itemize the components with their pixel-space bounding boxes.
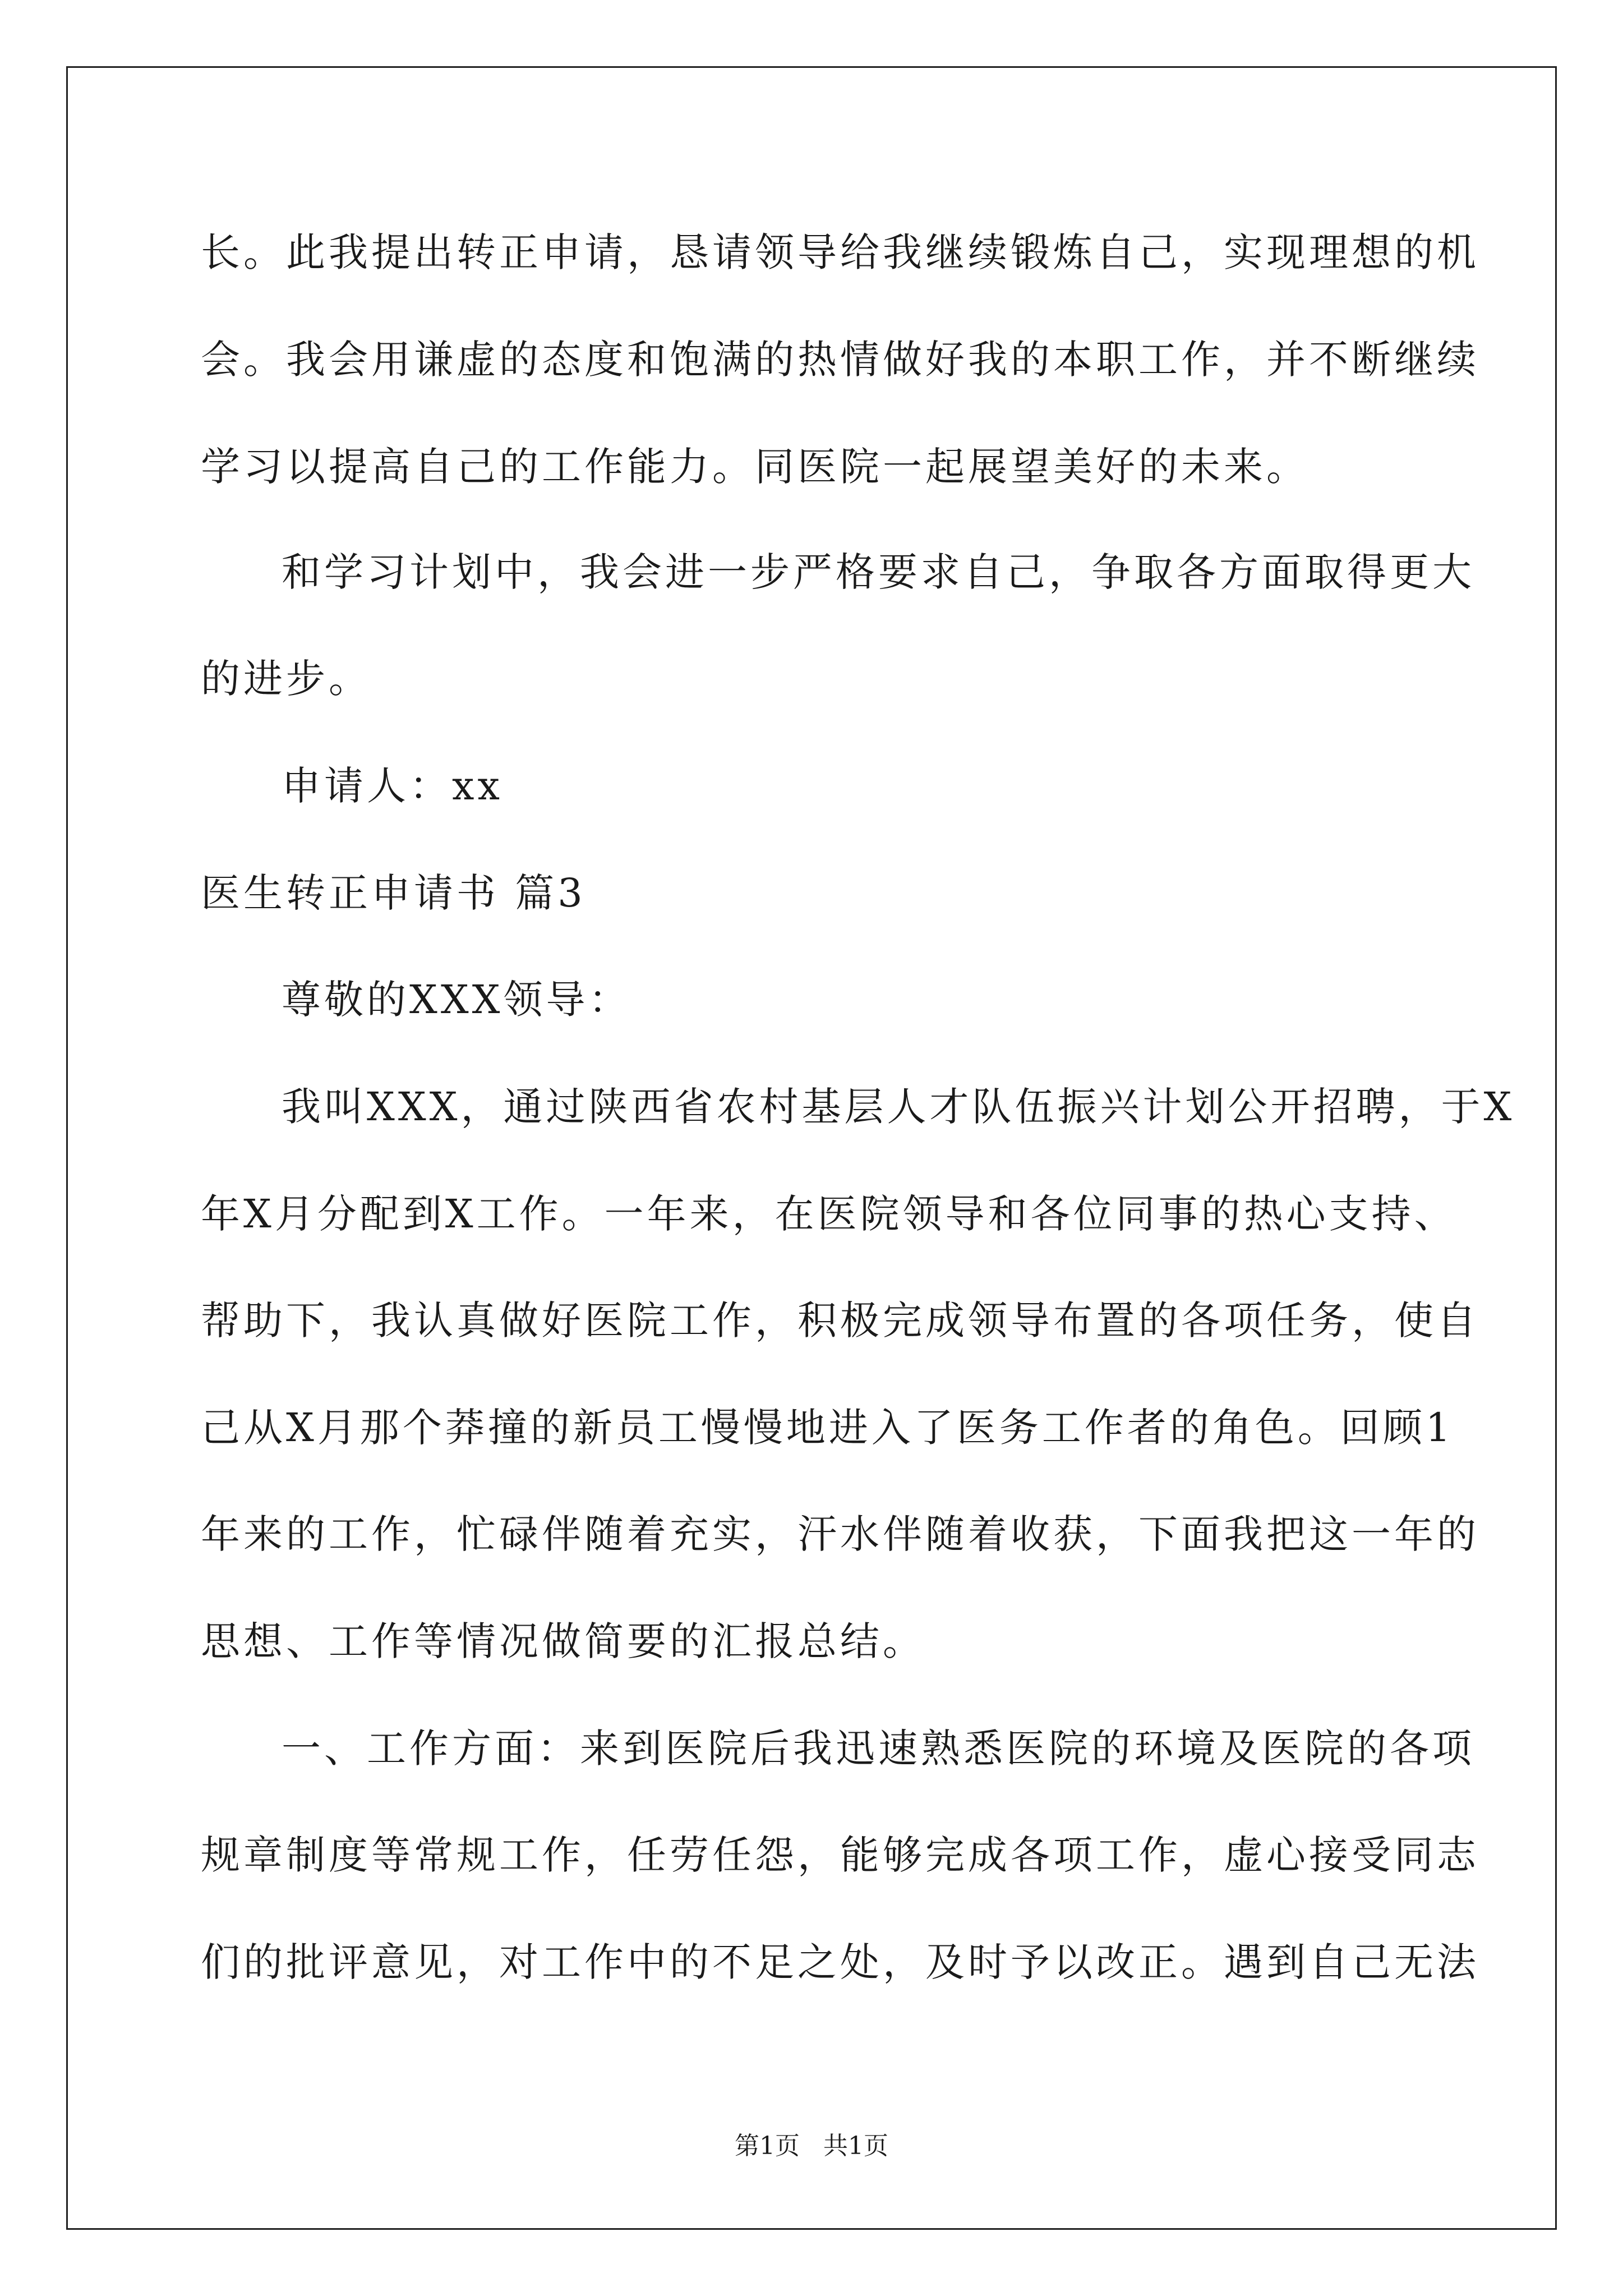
- body-line: 己从X月那个莽撞的新员工慢慢地进入了医务工作者的角色。回顾1: [201, 1405, 1454, 1451]
- body-line: 年X月分配到X工作。一年来，在医院领导和各位同事的热心支持、: [201, 1191, 1457, 1237]
- body-line: 长。此我提出转正申请，恳请领导给我继续锻炼自己，实现理想的机: [201, 229, 1479, 275]
- body-line: 思想、工作等情况做简要的汇报总结。: [201, 1618, 925, 1664]
- page-footer: 第1页 共1页: [735, 2132, 888, 2160]
- page-border: [66, 66, 1557, 2230]
- paragraph-line: 一、工作方面：来到医院后我迅速熟悉医院的环境及医院的各项: [282, 1726, 1475, 1772]
- body-line: 规章制度等常规工作，任劳任怨，能够完成各项工作，虚心接受同志: [201, 1832, 1479, 1878]
- body-line: 帮助下，我认真做好医院工作，积极完成领导布置的各项任务，使自: [201, 1297, 1479, 1343]
- body-line: 的进步。: [201, 656, 371, 702]
- body-line: 会。我会用谦虚的态度和饱满的热情做好我的本职工作，并不断继续: [201, 337, 1479, 383]
- salutation: 尊敬的XXX领导：: [282, 977, 631, 1023]
- section-heading: 医生转正申请书 篇3: [201, 870, 586, 916]
- paragraph-line: 我叫XXX，通过陕西省农村基层人才队伍振兴计划公开招聘，于X: [282, 1084, 1515, 1130]
- body-line: 们的批评意见，对工作中的不足之处，及时予以改正。遇到自己无法: [201, 1939, 1479, 1985]
- applicant-signature: 申请人：xx: [282, 763, 503, 809]
- paragraph-line: 和学习计划中，我会进一步严格要求自己，争取各方面取得更大: [282, 549, 1475, 595]
- body-line: 年来的工作，忙碌伴随着充实，汗水伴随着收获，下面我把这一年的: [201, 1511, 1479, 1557]
- body-line: 学习以提高自己的工作能力。同医院一起展望美好的未来。: [201, 444, 1309, 490]
